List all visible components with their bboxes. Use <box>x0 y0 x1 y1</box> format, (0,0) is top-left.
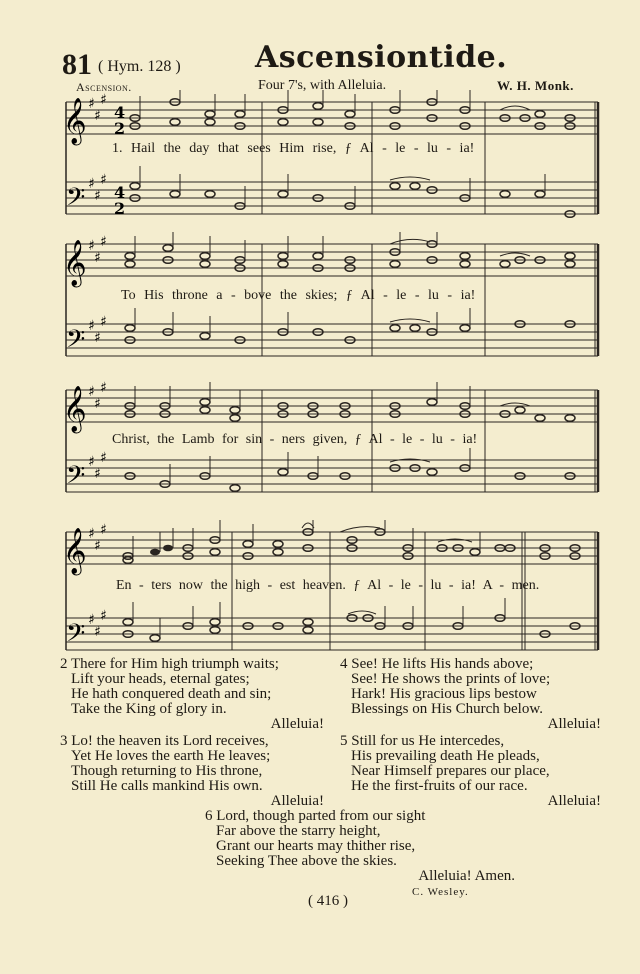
verse-3 <box>60 734 324 809</box>
verse-line: He the first-fruits of our race. <box>351 778 528 794</box>
verse-line: There for Him high triumph waits; <box>70 656 279 672</box>
time-signature <box>114 103 125 218</box>
hymn-reference: ( Hym. 128 ) <box>98 58 181 75</box>
verse-line: Far above the starry height, <box>216 823 381 839</box>
svg-text:♯: ♯ <box>100 608 107 624</box>
svg-text:♯: ♯ <box>94 108 101 124</box>
verse-6 <box>205 809 515 884</box>
svg-text:♯: ♯ <box>94 330 101 346</box>
page-number: ( 416 ) <box>308 893 348 909</box>
svg-text:♯: ♯ <box>100 172 107 188</box>
svg-text:♯: ♯ <box>94 188 101 204</box>
verse-alleluia: Alleluia! <box>547 793 601 809</box>
svg-text:♯: ♯ <box>94 466 101 482</box>
hymn-title: Ascensiontide. <box>255 40 508 75</box>
noteheads <box>130 99 575 218</box>
verse-number: 3 <box>60 733 68 749</box>
verse-line: Seeking Thee above the skies. <box>216 853 397 869</box>
bass-staff-2 <box>66 324 598 356</box>
svg-text:♯: ♯ <box>100 522 107 538</box>
svg-text:♯: ♯ <box>88 318 95 334</box>
treble-staff-3 <box>66 390 598 422</box>
verse-line: Yet He loves the earth He leaves; <box>71 748 271 764</box>
verse-2 <box>60 657 324 732</box>
svg-text:♯: ♯ <box>100 450 107 466</box>
verse-line: He hath conquered death and sin; <box>71 686 272 702</box>
svg-text:4: 4 <box>114 103 126 122</box>
verse-number: 5 <box>340 733 348 749</box>
author: C. Wesley. <box>412 886 469 898</box>
verse-line: Lord, though parted from our sight <box>216 808 426 824</box>
bass-clef: 𝄢 <box>66 461 86 496</box>
bass-clef: 𝄢 <box>66 619 86 654</box>
verse-5 <box>340 734 601 809</box>
verse-4 <box>340 657 601 732</box>
svg-text:♯: ♯ <box>88 526 95 542</box>
lyric-line-3: Christ, the Lamb for sin - ners given, ƒ Al - le - lu - ia! <box>112 432 478 447</box>
meter: Four 7's, with Alleluia. <box>258 78 387 93</box>
verse-line: Though returning to His throne, <box>71 763 263 779</box>
verse-line: His prevailing death He pleads, <box>351 748 540 764</box>
svg-text:♯: ♯ <box>100 92 107 108</box>
verse-line: See! He lifts His hands above; <box>351 656 534 672</box>
filled-notes <box>150 545 173 556</box>
stems <box>135 232 470 336</box>
treble-clef: 𝄞 <box>63 528 87 574</box>
svg-text:2: 2 <box>114 199 126 218</box>
verse-line: Take the King of glory in. <box>71 701 227 717</box>
svg-text:♯: ♯ <box>94 396 101 412</box>
treble-clef: 𝄞 <box>63 98 87 144</box>
svg-text:♯: ♯ <box>100 380 107 396</box>
svg-text:♯: ♯ <box>88 96 95 112</box>
verse-line: Still for us He intercedes, <box>351 733 505 749</box>
key-signature <box>88 92 107 204</box>
verse-line: Lift your heads, eternal gates; <box>71 671 250 687</box>
svg-text:4: 4 <box>114 183 126 202</box>
composer: W. H. Monk. <box>497 78 574 93</box>
verse-alleluia: Alleluia! <box>270 793 324 809</box>
treble-staff-4 <box>66 532 598 564</box>
verse-number: 6 <box>205 808 213 824</box>
music-system-2 <box>0 232 640 382</box>
bass-staff-1 <box>66 182 598 214</box>
bass-clef: 𝄢 <box>66 325 86 360</box>
key-signature <box>88 234 107 346</box>
verse-number: 4 <box>340 656 348 672</box>
verse-alleluia: Alleluia! <box>547 716 601 732</box>
bass-staff-3 <box>66 460 598 492</box>
svg-text:♯: ♯ <box>88 612 95 628</box>
treble-staff-2 <box>66 244 598 276</box>
key-signature <box>88 380 107 482</box>
verse-line: Blessings on His Church below. <box>351 701 543 717</box>
svg-text:♯: ♯ <box>88 454 95 470</box>
svg-text:♯: ♯ <box>88 238 95 254</box>
slurs-and-fermata <box>302 523 472 614</box>
verse-line: See! He shows the prints of love; <box>351 671 551 687</box>
svg-text:♯: ♯ <box>94 624 101 640</box>
treble-clef: 𝄞 <box>63 386 87 432</box>
verse-line: Hark! His gracious lips bestow <box>351 686 537 702</box>
verse-line: Still He calls mankind His own. <box>71 778 263 794</box>
hymn-number: 81 <box>62 48 92 81</box>
music-system-1 <box>0 90 640 240</box>
music-system-3 <box>0 378 640 528</box>
svg-text:♯: ♯ <box>88 176 95 192</box>
lyric-line-1: 1. Hail the day that sees Him rise, ƒ Al - le - lu - ia! <box>112 141 475 156</box>
verse-line: Near Himself prepares our place, <box>351 763 550 779</box>
tune-name: Ascension. <box>76 80 132 94</box>
verse-alleluia: Alleluia! <box>270 716 324 732</box>
svg-text:2: 2 <box>114 119 126 138</box>
svg-text:♯: ♯ <box>88 384 95 400</box>
svg-text:♯: ♯ <box>94 538 101 554</box>
treble-staff-1 <box>66 102 598 134</box>
treble-clef: 𝄞 <box>63 240 87 286</box>
svg-text:♯: ♯ <box>100 234 107 250</box>
verse-number: 2 <box>60 656 68 672</box>
svg-text:♯: ♯ <box>94 250 101 266</box>
verse-line: Lo! the heaven its Lord receives, <box>71 733 269 749</box>
lyric-line-2: To His throne a - bove the skies; ƒ Al - le - lu - ia! <box>121 288 476 303</box>
svg-text:♯: ♯ <box>100 314 107 330</box>
verse-line: Grant our hearts may thither rise, <box>216 838 416 854</box>
lyric-line-4: En - ters now the high - est heaven. ƒ Al - le - lu - ia! A - men. <box>116 578 540 593</box>
verse-alleluia: Alleluia! Amen. <box>418 868 515 884</box>
bass-clef: 𝄢 <box>66 183 86 218</box>
bass-staff-4 <box>66 618 598 650</box>
